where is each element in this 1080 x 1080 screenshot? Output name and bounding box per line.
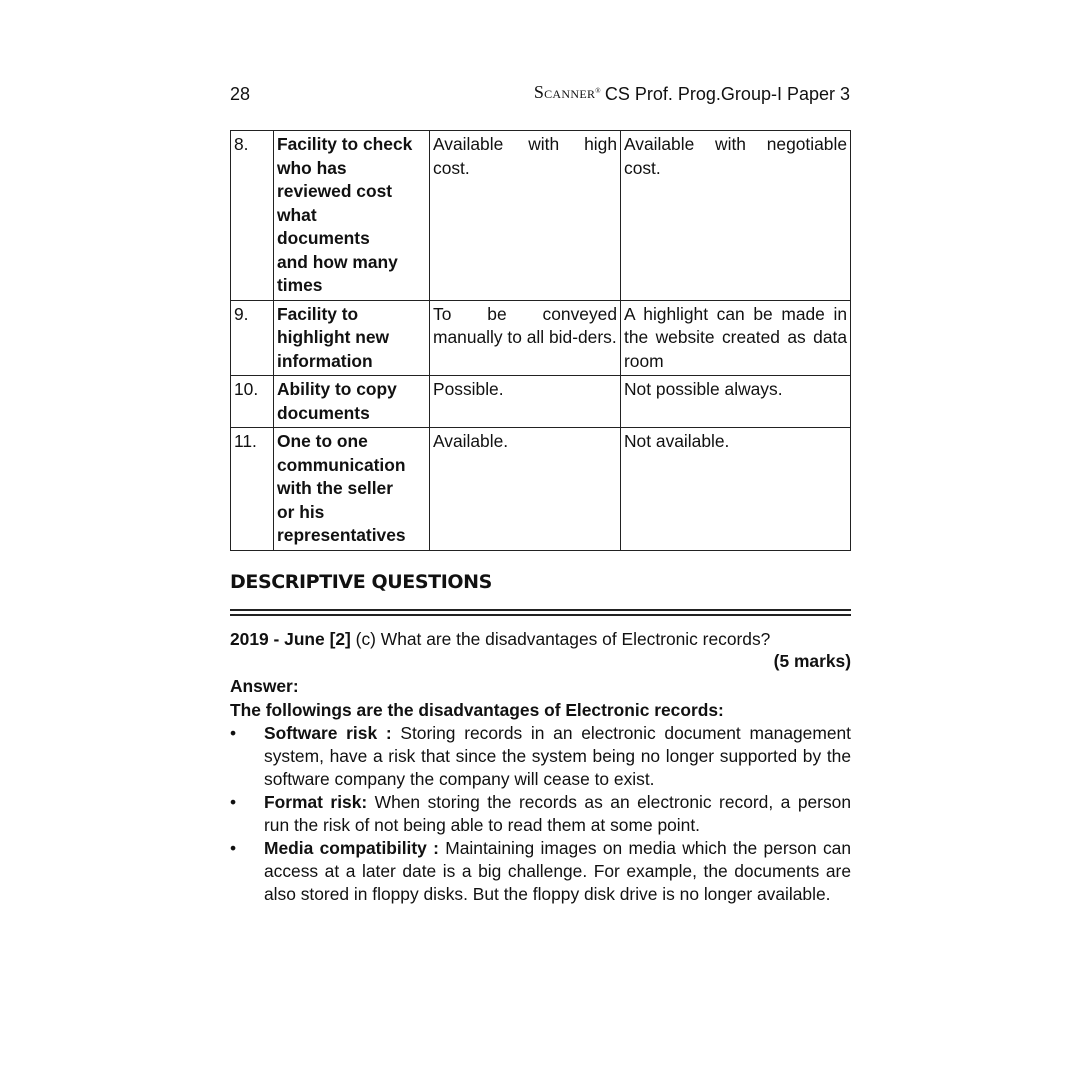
row-col4: Available with negotiable cost. [621,131,851,301]
row-col3: Available. [430,428,621,551]
running-title: CS Prof. Prog.Group-I Paper 3 [604,84,850,104]
row-number: 9. [231,300,274,376]
table-row [231,131,851,301]
row-col4: A highlight can be made in the website created as data room [621,300,851,376]
answer-label: Answer: [230,676,299,696]
point-text: Storing records in an electronic document management system, have a risk that since the system being no longer supported by the software company the company will cease to exist. [264,723,851,789]
table-row [231,300,851,376]
row-feature: Facility to highlight new information [274,300,430,376]
row-feature: Facility to check who has reviewed cost what documents and how many times [274,131,430,301]
table-row [231,376,851,428]
list-item [230,791,851,837]
list-item [230,722,851,791]
bullet-icon: • [230,838,237,858]
comparison-table [230,130,851,551]
scanner-logo: SCANNER® [533,82,601,102]
table-row [231,428,851,551]
question-marks: (5 marks) [773,651,851,671]
list-item [230,837,851,906]
question-ref: 2019 - June [2] [230,629,351,649]
row-col3: Possible. [430,376,621,428]
row-feature: One to one communication with the seller or his representatives [274,428,430,551]
row-col3: Available with high cost. [430,131,621,301]
answer-intro: The followings are the disadvantages of Electronic records: [230,700,724,720]
point-text: Maintaining images on media which the person can access at a later date is a big challenge. For example, the documents are also stored in floppy disks. But the floppy disk drive is no longer available. [264,838,851,904]
row-col4: Not available. [621,428,851,551]
point-text: When storing the records as an electronic record, a person run the risk of not being able to read them at some point. [264,792,851,835]
row-col3: To be conveyed manually to all bid-ders. [430,300,621,376]
question [230,628,851,651]
answer-points [230,722,851,906]
point-term: Media compatibility : [264,838,439,858]
row-number: 11. [231,428,274,551]
section-title: DESCRIPTIVE QUESTIONS [230,571,492,593]
point-term: Software risk : [264,723,392,743]
running-head [534,84,850,105]
bullet-icon: • [230,792,237,812]
page-number: 28 [230,84,251,104]
section-divider [230,614,851,616]
row-col4: Not possible always. [621,376,851,428]
section-divider [230,609,851,611]
bullet-icon: • [230,723,237,743]
point-term: Format risk: [264,792,368,812]
row-number: 10. [231,376,274,428]
question-text: (c) What are the disadvantages of Electronic records? [355,629,771,649]
row-number: 8. [231,131,274,301]
row-feature: Ability to copy documents [274,376,430,428]
